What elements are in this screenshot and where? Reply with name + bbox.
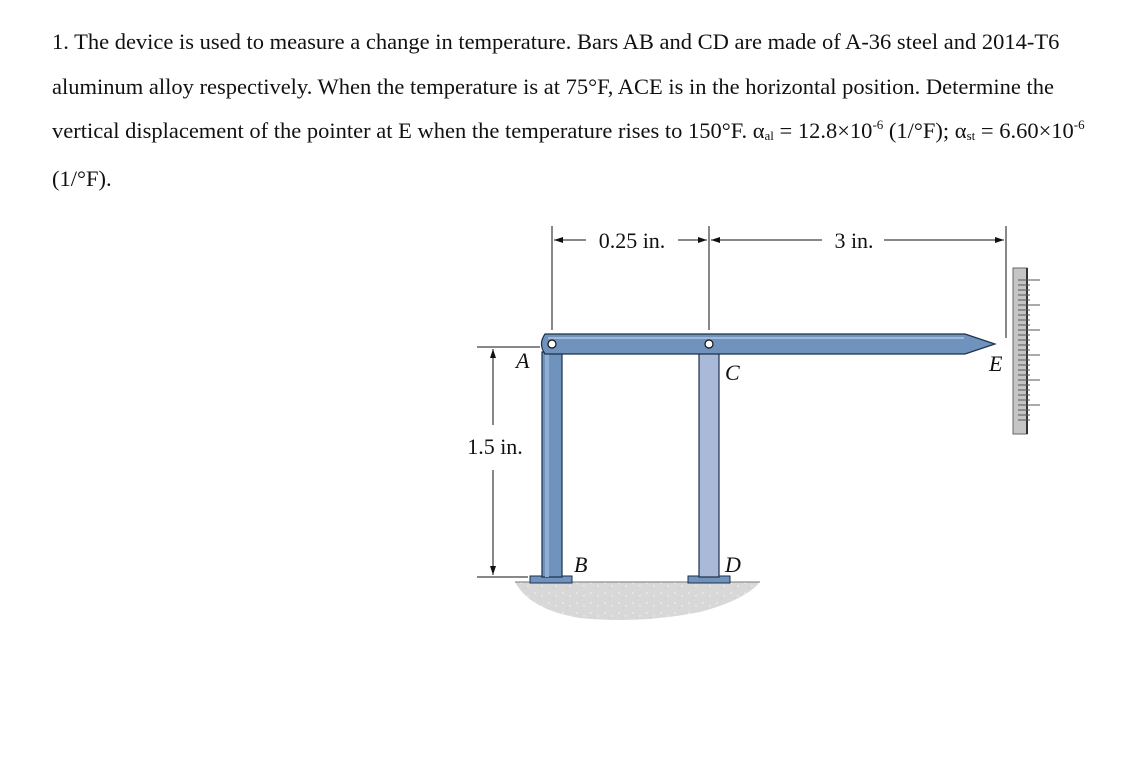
dim-label-3: 3 in. bbox=[834, 228, 874, 253]
label-c: C bbox=[725, 360, 740, 385]
bar-ab-highlight bbox=[545, 352, 549, 577]
label-a: A bbox=[516, 348, 530, 373]
problem-text: The device is used to measure a change in temperature. Bars AB and CD are made of A-36 steel and 2014-T6 aluminum alloy respectively. When the temperature is at 75°F, ACE is in the horizontal position. Determine the vertical displacement of the pointer at E when the temperature rises to 150°F. bbox=[52, 29, 1060, 143]
problem-number: 1. bbox=[52, 29, 69, 54]
pin-a bbox=[548, 340, 556, 348]
alpha-al-subscript: al bbox=[764, 128, 774, 143]
alpha-st-subscript: st bbox=[966, 128, 976, 143]
alpha-symbol: α bbox=[752, 118, 765, 143]
scale-frame bbox=[1013, 268, 1027, 434]
alpha-st-unit: (1/°F). bbox=[52, 165, 112, 191]
alpha-al-value: = 12.8×10 bbox=[773, 118, 873, 143]
alpha-st-value: = 6.60×10 bbox=[975, 118, 1074, 143]
dimension-left bbox=[477, 347, 540, 577]
label-d: D bbox=[725, 552, 741, 577]
alpha-symbol: α bbox=[954, 118, 967, 143]
label-b: B bbox=[574, 552, 588, 577]
dim-label-1-5: 1.5 in. bbox=[467, 434, 523, 459]
dim-label-0-25: 0.25 in. bbox=[598, 228, 666, 253]
alpha-al-unit: (1/°F); bbox=[883, 118, 950, 143]
pin-c bbox=[705, 340, 713, 348]
alpha-al-exponent: -6 bbox=[872, 117, 884, 132]
ground bbox=[515, 582, 760, 620]
bar-cd bbox=[699, 352, 719, 577]
label-e: E bbox=[989, 351, 1003, 376]
alpha-st-exponent: -6 bbox=[1073, 117, 1085, 132]
